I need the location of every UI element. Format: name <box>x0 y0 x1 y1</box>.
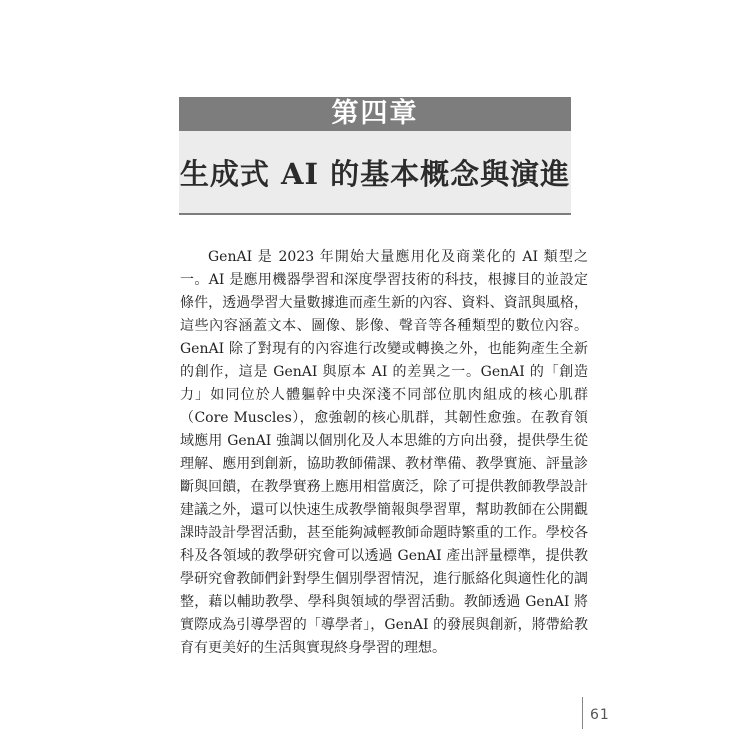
chapter-banner <box>179 97 571 131</box>
chapter-title: 生成式 AI 的基本概念與演進 <box>179 156 571 191</box>
chapter-title-box <box>179 131 571 215</box>
page-number: 61 <box>590 707 610 723</box>
chapter-label: 第四章 <box>331 98 419 129</box>
body-paragraph: GenAI 是 2023 年開始大量應用化及商業化的 AI 類型之一。AI 是應用機器學習和深度學習技術的科技，根據目的並設定條件，透過學習大量數據進而產生新的內容、資料、資訊與風格，這些內容涵蓋文本、圖像、影像、聲音等各種類型的數位內容。GenAI 除了對現有的內容進行改變或轉換之外，也能夠產生全新的創作，這是 GenAI 與原本 AI 的差異之一。GenAI 的「創造力」如同位於人體軀幹中央深淺不同部位肌肉組成的核心肌群（Core Muscles），愈強韌的核心肌群，其韌性愈強。在教育領域應用 GenAI 強調以個別化及人本思維的方向出發，提供學生從理解、應用到創新，協助教師備課、教材準備、教學實施、評量診斷與回饋，在教學實務上應用相當廣泛，除了可提供教師教學設計建議之外，還可以快速生成教學簡報與學習單，幫助教師在公開觀課時設計學習活動，甚至能夠減輕教師命題時繁重的工作。學校各科及各領域的教學研究會可以透過 GenAI 產出評量標準，提供教學研究會教師們針對學生個別學習情況，進行脈絡化與適性化的調整，藉以輔助教學、學科與領域的學習活動。教師透過 GenAI 將實際成為引導學習的「導學者」，GenAI 的發展與創新，將帶給教育有更美好的生活與實現終身學習的理想。 <box>180 249 588 656</box>
page-number-divider <box>582 697 583 729</box>
